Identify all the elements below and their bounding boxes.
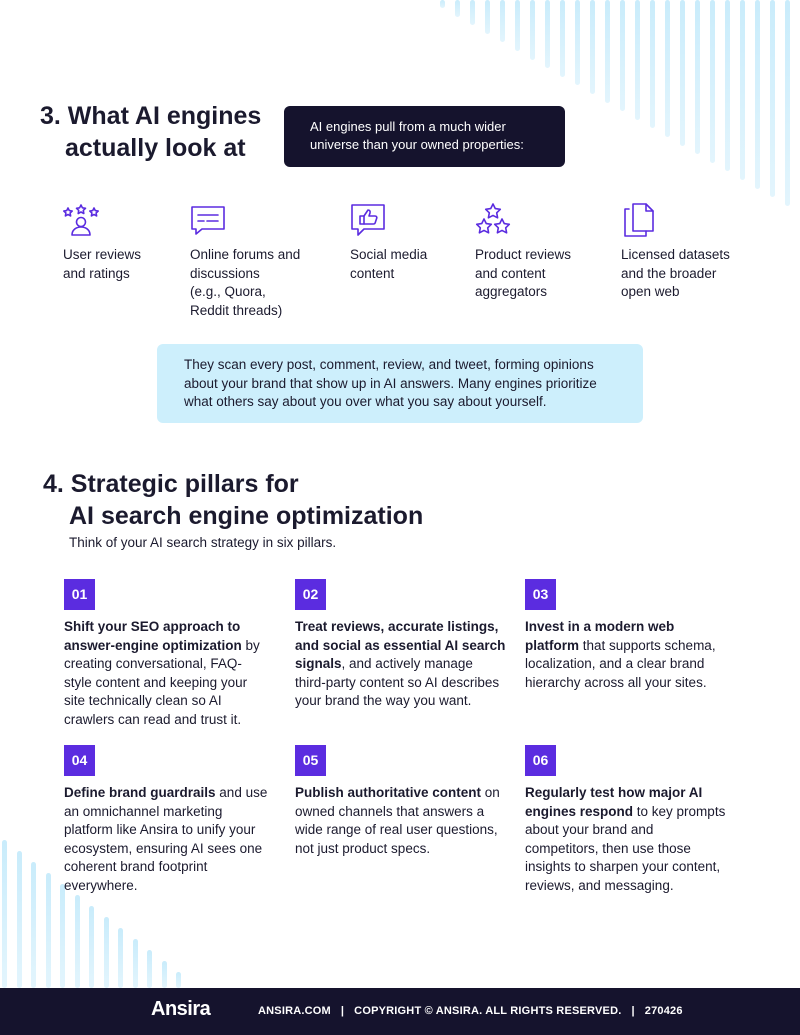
source-label: Product reviews and content aggregators bbox=[475, 247, 572, 299]
section-4-title-line1: 4. Strategic pillars for bbox=[43, 470, 299, 498]
decorative-bar bbox=[147, 950, 152, 988]
pillar-text bbox=[295, 784, 507, 858]
decorative-bar bbox=[440, 0, 445, 8]
decorative-bar bbox=[590, 0, 595, 94]
source-product-reviews bbox=[475, 202, 625, 302]
source-online-forums bbox=[190, 202, 340, 320]
pillar-06 bbox=[525, 745, 730, 895]
decorative-bar bbox=[2, 840, 7, 988]
pillar-05 bbox=[295, 745, 507, 858]
source-licensed-datasets bbox=[621, 202, 771, 302]
decorative-bar bbox=[485, 0, 490, 34]
decorative-bar bbox=[560, 0, 565, 77]
decorative-bar bbox=[695, 0, 700, 154]
decorative-bar bbox=[46, 873, 51, 988]
pillar-bold-text: Shift your SEO approach to answer-engine optimization bbox=[64, 619, 242, 653]
decorative-bar bbox=[545, 0, 550, 68]
decorative-bar bbox=[650, 0, 655, 128]
pillar-04 bbox=[64, 745, 269, 895]
decorative-bar bbox=[455, 0, 460, 17]
pillar-number-badge: 03 bbox=[525, 579, 556, 610]
decorative-bar bbox=[575, 0, 580, 85]
pillar-body-text: that supports schema, localization, and a clear brand hierarchy across all your sites. bbox=[525, 637, 716, 690]
pillar-text bbox=[525, 784, 730, 895]
section-4-subtitle: Think of your AI search strategy in six pillars. bbox=[69, 535, 337, 550]
decorative-bar bbox=[75, 895, 80, 988]
pillar-body-text: to key prompts about your brand and competitors, then use those insights to sharpen your content, reviews, and messaging. bbox=[525, 803, 726, 893]
section-4-title bbox=[43, 468, 423, 532]
pillar-text bbox=[525, 618, 730, 692]
pillar-02 bbox=[295, 579, 507, 711]
decorative-bar bbox=[620, 0, 625, 111]
pillar-body-text: , and actively manage third-party content so AI describes your brand the way you want. bbox=[295, 656, 500, 708]
user-stars-icon bbox=[63, 202, 99, 238]
forum-chat-icon bbox=[190, 202, 226, 238]
section-3-title bbox=[40, 100, 261, 164]
pillar-text bbox=[64, 784, 269, 895]
decorative-bar bbox=[530, 0, 535, 60]
decorative-bar bbox=[515, 0, 520, 51]
decorative-bar bbox=[740, 0, 745, 180]
section-3-title-line1: 3. What AI engines bbox=[40, 102, 262, 130]
pillar-text bbox=[295, 618, 507, 711]
light-callout: They scan every post, comment, review, and tweet, forming opinions about your brand that show up in AI answers. Many engines prioritize what others say about you over what you say about yourself. bbox=[157, 344, 643, 423]
pillar-01 bbox=[64, 579, 269, 729]
decorative-bar bbox=[162, 961, 167, 988]
decorative-bar bbox=[17, 851, 22, 988]
footer-meta bbox=[258, 1005, 683, 1017]
decorative-bar bbox=[665, 0, 670, 137]
sources-row bbox=[0, 202, 800, 332]
footer-copyright: COPYRIGHT © ANSIRA. ALL RIGHTS RESERVED. bbox=[354, 1005, 622, 1017]
footer-separator: | bbox=[340, 1005, 345, 1017]
decorative-bar bbox=[89, 906, 94, 988]
footer-separator: | bbox=[631, 1005, 635, 1017]
section-3-title-line2: actually look at bbox=[65, 134, 246, 162]
pillar-body-text: by creating conversational, FAQ-style content and keeping your site technically clean so AI crawlers can read and trust it. bbox=[64, 637, 260, 727]
pillar-number-badge: 02 bbox=[295, 579, 326, 610]
dark-callout: AI engines pull from a much wider universe than your owned properties: bbox=[284, 106, 565, 167]
footer bbox=[0, 988, 800, 1035]
pillar-bold-text: Define brand guardrails bbox=[64, 785, 216, 800]
thumbs-up-chat-icon bbox=[350, 202, 386, 238]
section-4-title-line2: AI search engine optimization bbox=[69, 502, 424, 530]
decorative-bar bbox=[176, 972, 181, 988]
pillar-bold-text: Publish authoritative content bbox=[295, 785, 482, 800]
decorative-bar bbox=[31, 862, 36, 988]
source-label: Online forums and discussions (e.g., Quora, Reddit threads) bbox=[190, 247, 301, 318]
decorative-bar bbox=[785, 0, 790, 206]
pillar-body-text: on owned channels that answers a wide range of real user questions, not just product specs. bbox=[295, 785, 500, 856]
footer-site-link[interactable]: ANSIRA.COM bbox=[258, 1005, 331, 1017]
documents-icon bbox=[621, 202, 657, 238]
pillar-bold-text: Treat reviews, accurate listings, and social as essential AI search signals bbox=[295, 619, 506, 671]
pillar-number-badge: 04 bbox=[64, 745, 95, 776]
decorative-bar bbox=[680, 0, 685, 146]
decorative-bar bbox=[470, 0, 475, 25]
source-label: User reviews and ratings bbox=[63, 247, 142, 281]
stars-pyramid-icon bbox=[475, 202, 511, 238]
pillar-number-badge: 01 bbox=[64, 579, 95, 610]
decorative-bar bbox=[104, 917, 109, 988]
footer-code: 270426 bbox=[644, 1005, 683, 1017]
decorative-bar bbox=[500, 0, 505, 42]
decorative-bar bbox=[725, 0, 730, 171]
ansira-logo: Ansira bbox=[151, 998, 211, 1020]
decorative-bar bbox=[755, 0, 760, 189]
decorative-bar bbox=[60, 884, 65, 988]
decorative-bar bbox=[118, 928, 123, 988]
pillar-03 bbox=[525, 579, 730, 692]
pillar-number-badge: 05 bbox=[295, 745, 326, 776]
source-label: Licensed datasets and the broader open web bbox=[621, 247, 730, 299]
pillar-body-text: and use an omnichannel marketing platform like Ansira to unify your ecosystem, ensuring AI sees one coherent brand footprint everywhere. bbox=[64, 785, 268, 893]
pillar-bold-text: Regularly test how major AI engines respond bbox=[525, 785, 703, 819]
pillar-text bbox=[64, 618, 269, 729]
decorative-bar bbox=[770, 0, 775, 197]
decorative-bar bbox=[605, 0, 610, 103]
pillar-bold-text: Invest in a modern web platform bbox=[525, 619, 675, 653]
decorative-bar bbox=[635, 0, 640, 120]
source-label: Social media content bbox=[350, 247, 428, 281]
decorative-bar bbox=[710, 0, 715, 163]
decorative-bar bbox=[133, 939, 138, 988]
pillar-number-badge: 06 bbox=[525, 745, 556, 776]
